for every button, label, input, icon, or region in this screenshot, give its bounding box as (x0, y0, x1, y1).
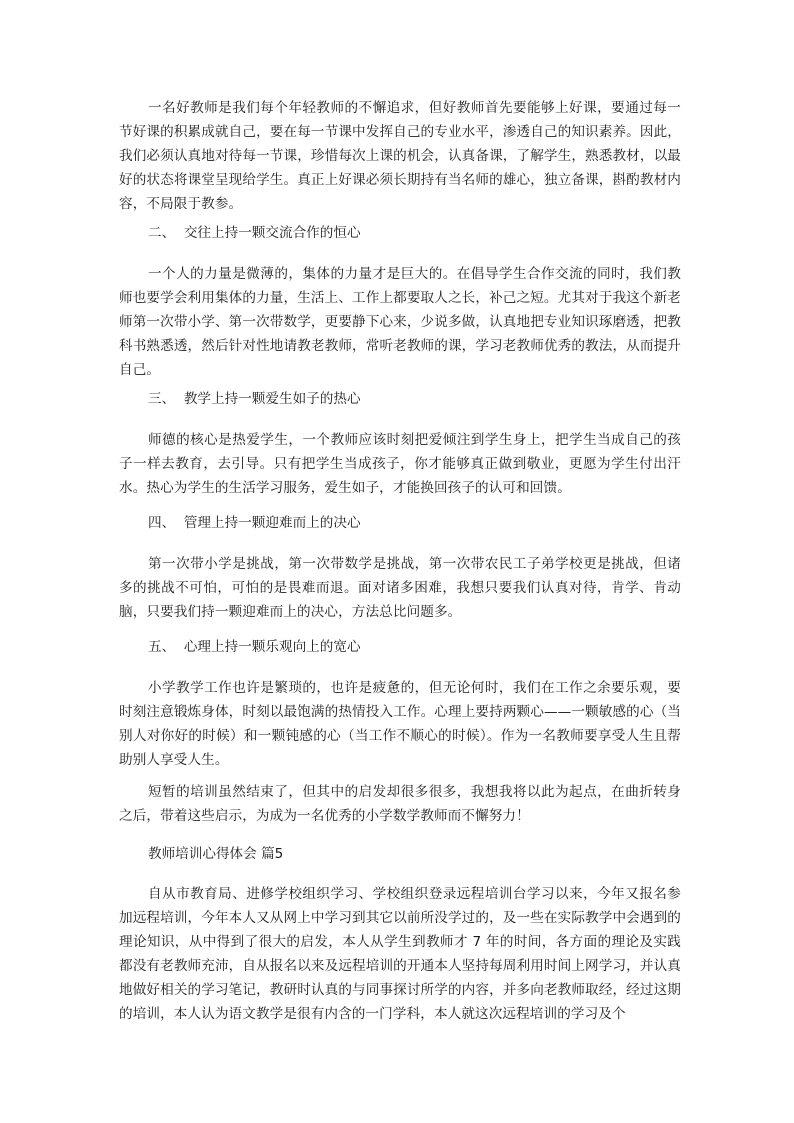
paragraph-remote-training: 自从市教育局、进修学校组织学习、学校组织登录远程培训台学习以来，今年又报名参加远程培训，今年本人又从网上中学习到其它以前所没学过的，及一些在实际教学中会遇到的理论知识，从中得到了很大的启发，本人从学生到教师才 7 年的时间，各方面的理论及实践都没有老教师充沛，自从报名以来及远程培训的开通本人坚持每周利用时间上网学习，并认真地做好相关的学习笔记，教研时认真的与同事探讨所学的内容，并多向老教师取经，经过这期的培训，本人认为语文教学是很有内含的一门学科，本人就这次远程培训的学习及个 (119, 886, 681, 1022)
heading-communication: 二、 交往上持一颗交流合作的恒心 (148, 225, 361, 241)
paragraph-optimism: 小学教学工作也许是繁琐的，也许是疲惫的，但无论何时，我们在工作之余要乐观，要时刻注意锻炼身体，时刻以最饱满的热情投入工作。心理上要持两颗心——一颗敏感的心（当别人对你好的时候）和一颗钝感的心（当工作不顺心的时候）。作为一名教师要享受人生且帮助别人享受人生。 (119, 680, 681, 768)
paragraph-challenges: 第一次带小学是挑战，第一次带数学是挑战，第一次带农民工子弟学校更是挑战，但诸多的挑战不可怕，可怕的是畏难而退。面对诸多困难，我想只要我们认真对待，肯学、肯动脑，只要我们持一颗迎难而上的决心，方法总比问题多。 (119, 556, 681, 620)
heading-teaching: 三、 教学上持一颗爱生如子的热心 (148, 391, 361, 407)
section-title: 教师培训心得体会 篇5 (148, 846, 284, 862)
paragraph-good-teacher: 一名好教师是我们每个年轻教师的不懈追求，但好教师首先要能够上好课，要通过每一节好课的积累成就自己，要在每一节课中发挥自己的专业水平，渗透自己的知识素养。因此，我们必须认真地对待每一节课，珍惜每次上课的机会，认真备课，了解学生，熟悉教材，以最好的状态将课堂呈现给学生。真正上好课必须长期持有当名师的雄心，独立备课，斟酌教材内容，不局限于教参。 (119, 100, 681, 212)
paragraph-conclusion: 短暂的培训虽然结束了，但其中的启发却很多很多，我想我将以此为起点，在曲折转身之后，带着这些启示，为成为一名优秀的小学数学教师而不懈努力！ (119, 784, 681, 824)
heading-management: 四、 管理上持一颗迎难而上的决心 (148, 515, 361, 531)
heading-mindset: 五、 心理上持一颗乐观向上的宽心 (148, 639, 361, 655)
paragraph-cooperation: 一个人的力量是微薄的，集体的力量才是巨大的。在倡导学生合作交流的同时，我们教师也要学会利用集体的力量，生活上、工作上都要取人之长，补己之短。尤其对于我这个新老师第一次带小学、第一次带数学，更要静下心来，少说多做，认真地把专业知识琢磨透，把教科书熟悉透，然后针对性地请教老教师，常听老教师的课，学习老教师优秀的教法，从而提升自己。 (119, 266, 681, 378)
paragraph-teacher-ethics: 师德的核心是热爱学生，一个教师应该时刻把爱倾注到学生身上，把学生当成自己的孩子一样去教育，去引导。只有把学生当成孩子，你才能够真正做到敬业，更愿为学生付出汗水。热心为学生的生活学习服务，爱生如子，才能换回孩子的认可和回馈。 (119, 432, 681, 496)
